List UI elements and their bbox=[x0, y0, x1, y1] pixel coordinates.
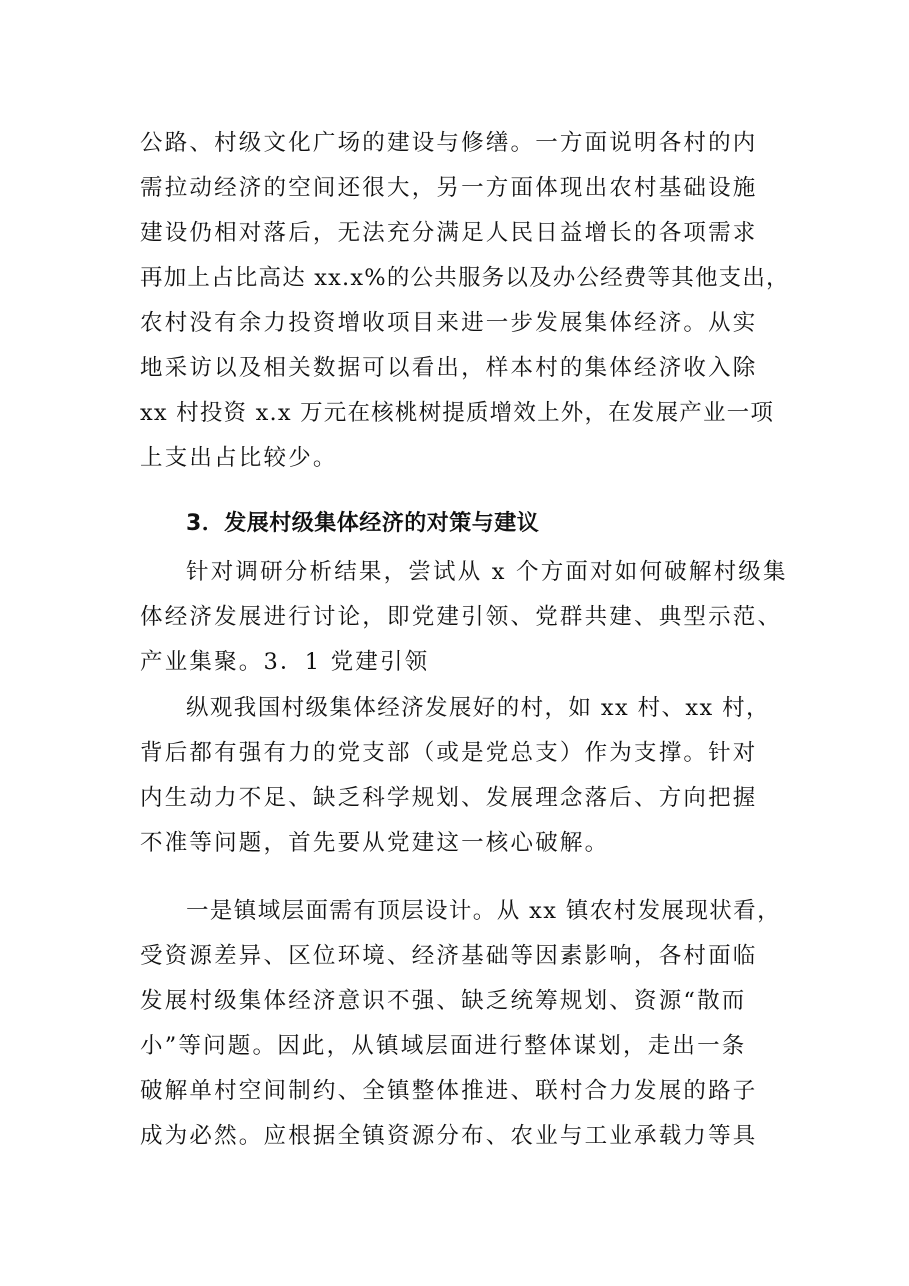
text-line: 不准等问题，首先要从党建这一核心破解。 bbox=[140, 830, 610, 856]
text-line: 农村没有余力投资增收项目来进一步发展集体经济。从实 bbox=[140, 310, 758, 336]
text-line: 一是镇域层面需有顶层设计。从 xx 镇农村发展现状看， bbox=[186, 898, 781, 924]
text-line: 纵观我国村级集体经济发展好的村，如 xx 村、xx 村， bbox=[186, 695, 770, 721]
text-line: 体经济发展进行讨论，即党建引领、党群共建、典型示范、 bbox=[140, 604, 783, 630]
text-line: 再加上占比高达 xx.x%的公共服务以及办公经费等其他支出， bbox=[140, 265, 790, 291]
text-line: 破解单村空间制约、全镇整体推进、联村合力发展的路子 bbox=[140, 1078, 758, 1104]
text-line: 建设仍相对落后，无法充分满足人民日益增长的各项需求 bbox=[140, 220, 758, 246]
text-line: xx 村投资 x.x 万元在核桃树提质增效上外，在发展产业一项 bbox=[140, 400, 775, 426]
section-heading: 3．发展村级集体经济的对策与建议 bbox=[186, 511, 540, 536]
text-line: 背后都有强有力的党支部（或是党总支）作为支撑。针对 bbox=[140, 740, 758, 766]
text-line: 公路、村级文化广场的建设与修缮。一方面说明各村的内 bbox=[140, 130, 758, 156]
text-line: 小”等问题。因此，从镇域层面进行整体谋划，走出一条 bbox=[140, 1033, 747, 1059]
text-line: 受资源差异、区位环境、经济基础等因素影响，各村面临 bbox=[140, 943, 758, 969]
text-line: 地采访以及相关数据可以看出，样本村的集体经济收入除 bbox=[140, 355, 758, 381]
text-line: 产业集聚。3．1 党建引领 bbox=[140, 649, 430, 675]
text-line: 发展村级集体经济意识不强、缺乏统筹规划、资源“散而 bbox=[140, 988, 747, 1014]
text-line: 成为必然。应根据全镇资源分布、农业与工业承载力等具 bbox=[140, 1123, 758, 1149]
text-line: 内生动力不足、缺乏科学规划、发展理念落后、方向把握 bbox=[140, 785, 758, 811]
text-line: 上支出占比较少。 bbox=[140, 445, 338, 471]
text-line: 针对调研分析结果，尝试从 x 个方面对如何破解村级集 bbox=[186, 559, 788, 585]
text-line: 需拉动经济的空间还很大，另一方面体现出农村基础设施 bbox=[140, 175, 758, 201]
